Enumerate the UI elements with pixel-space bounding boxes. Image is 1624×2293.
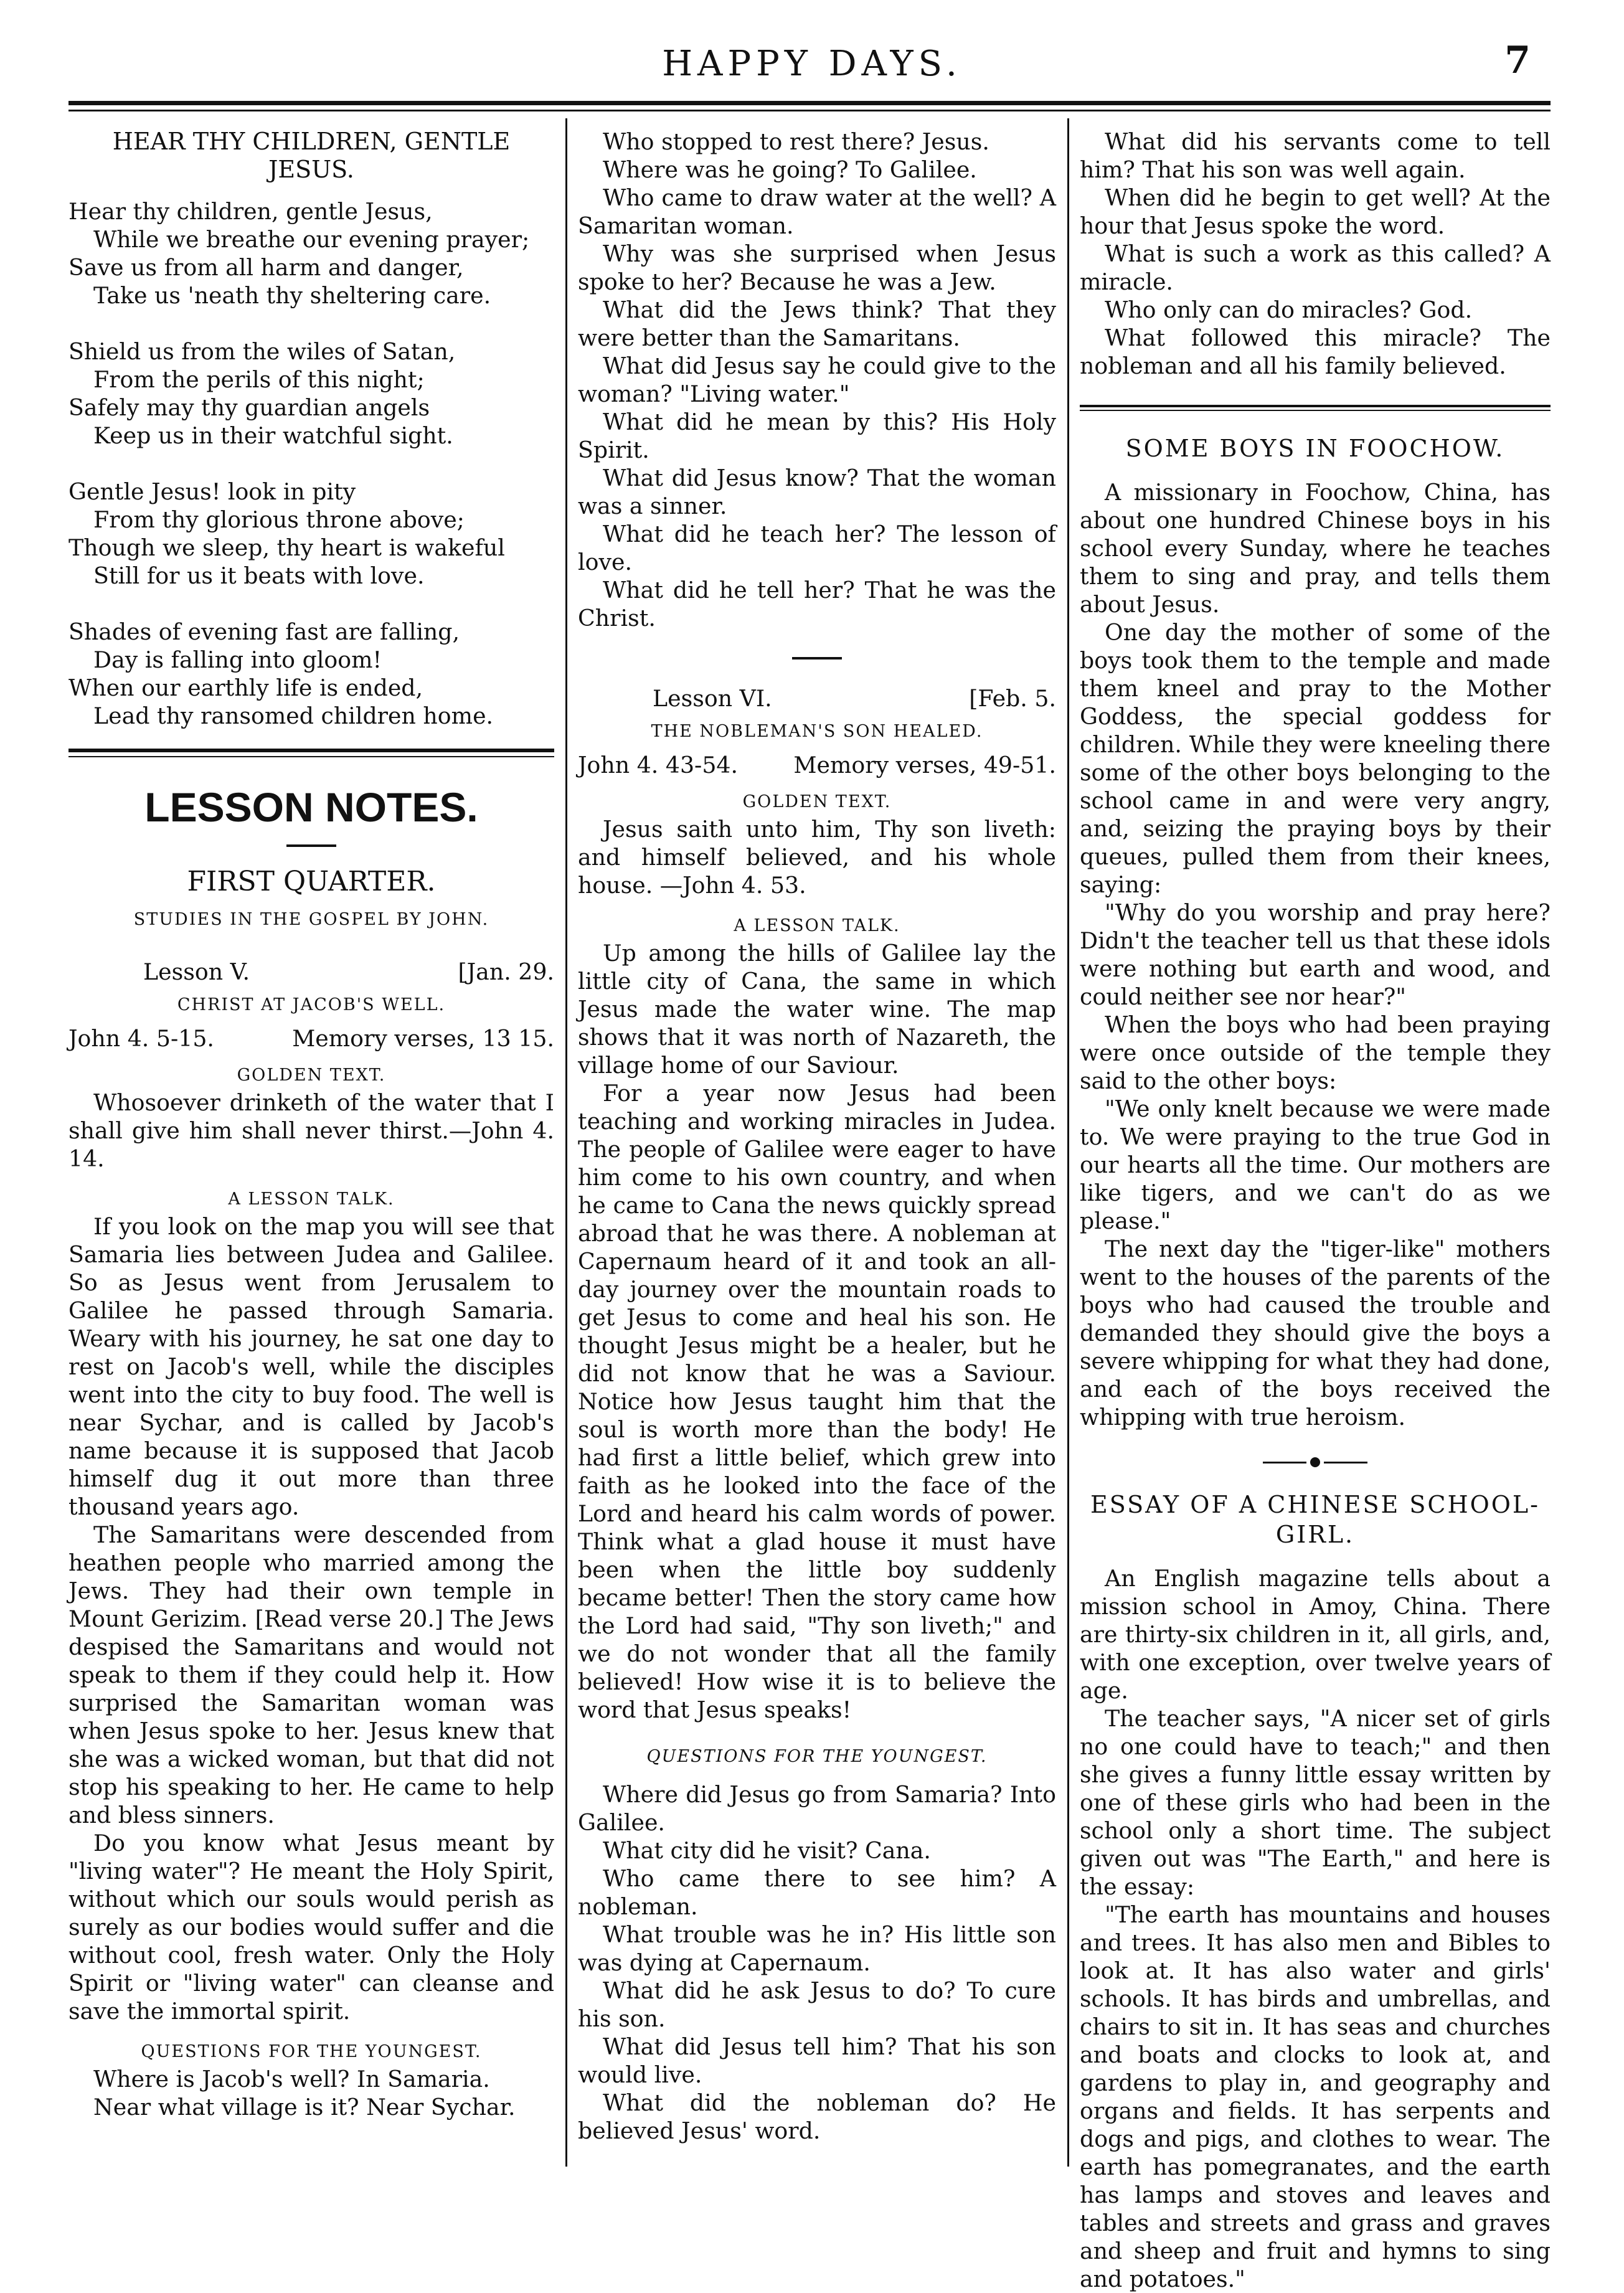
poem-line: While we breathe our evening prayer; (93, 226, 530, 253)
article-title: ESSAY OF A CHINESE SCHOOL-GIRL. (1090, 1491, 1540, 1548)
poem-line: Save us from all harm and danger, (68, 254, 464, 281)
column-divider-2 (1067, 118, 1069, 2167)
studies-heading: STUDIES IN THE GOSPEL BY JOHN. (133, 910, 489, 929)
section-rule (1080, 405, 1551, 407)
lesson-talk-paragraph: Up among the hills of Galilee lay the little city of Cana, the same in which Jesus made the water wine. The map shows that it was north of Nazareth, the village home of our Saviour. (578, 940, 1056, 1079)
poem-line: Shades of evening fast are falling, (68, 618, 460, 645)
section-rule-thin (68, 756, 554, 757)
poem-line: From thy glorious throne above; (93, 506, 465, 533)
poem-line: From the perils of this night; (93, 366, 425, 393)
quarter-heading: FIRST QUARTER. (187, 866, 436, 897)
page-number: 7 (1504, 39, 1531, 82)
poem-line: Though we sleep, thy heart is wakeful (68, 534, 505, 561)
question-answer: What city did he visit? Cana. (603, 1837, 931, 1864)
article-paragraph: An English magazine tells about a mission school in Amoy, China. There are thirty-six children in it, all girls, and, with one exception, over twelve years of age. (1080, 1565, 1551, 1704)
section-rule-thin (1080, 410, 1551, 411)
lesson-label: Lesson V. (143, 958, 250, 985)
article-paragraph: "We only knelt because we were made to. We were praying to the true God in our hearts all the time. Our mothers are like tigers, and we can't do as we please." (1080, 1095, 1551, 1234)
article-paragraph: A missionary in Foochow, China, has about one hundred Chinese boys in his school every Sunday, where he teaches them to sing and pray, and tells them about Jesus. (1080, 479, 1551, 618)
lesson-notes-heading: LESSON NOTES. (144, 784, 478, 830)
column-1 (68, 128, 554, 2121)
lesson-label: Lesson VI. (653, 685, 772, 712)
question-answer: Where did Jesus go from Samaria? Into Galilee. (578, 1781, 1056, 1836)
column-3 (1080, 128, 1551, 2293)
lesson-talk-paragraph: If you look on the map you will see that Samaria lies between Judea and Galilee. So as Jesus went from Jerusalem to Galilee he passed through Samaria. Weary with his journey, he sat one day to rest on Jacob's well, while the disciples went into the city to buy food. The well is near Sychar, and is called by Jacob's name because it is supposed that Jacob himself dug it out more than three thousand years ago. (68, 1213, 554, 1520)
lesson-title: THE NOBLEMAN'S SON HEALED. (651, 722, 983, 741)
column-divider-1 (565, 118, 567, 2167)
article-paragraph: One day the mother of some of the boys took them to the temple and made them kneel and pray to the Mother Goddess, the special goddess for children. While they were kneeling there some of the other boys belonging to the school came in and were very angry, and, seizing the praying boys by their queues, pulled them from their knees, saying: (1080, 619, 1551, 898)
question-answer: Who came there to see him? A nobleman. (578, 1865, 1056, 1920)
question-answer: Who only can do miracles? God. (1105, 296, 1473, 323)
golden-text: Whosoever drinketh of the water that I shall give him shall never thirst.—John 4. 14. (68, 1089, 554, 1172)
article-paragraph: "The earth has mountains and houses and trees. It has also men and Bibles to look at. It has also water and girls' schools. It has birds and umbrellas, and chairs to sit in. It has seas and churches and boats and clocks to look at, and gardens to play in, and geography and organs and fields. It has serpents and dogs and pigs, and clothes to wear. The earth has pomegranates, and the earth has lamps and stoves and leaves and tables and streets and grass and graves and sheep and fruit and hymns to sing and potatoes." (1080, 1901, 1551, 2292)
questions-heading: QUESTIONS FOR THE YOUNGEST. (646, 1747, 988, 1766)
question-answer: Near what village is it? Near Sychar. (93, 2094, 516, 2120)
poem-title: HEAR THY CHILDREN, GENTLE JESUS. (112, 128, 511, 183)
poem-stanza (68, 338, 554, 450)
question-answer: Why was she surprised when Jesus spoke to her? Because he was a Jew. (578, 240, 1056, 295)
question-answer: Where is Jacob's well? In Samaria. (93, 2066, 490, 2092)
article-paragraph: The next day the "tiger-like" mothers went to the houses of the parents of the boys who had caused the trouble and demanded they should give the boys a severe whipping for what they had done, and each of the boys received the whipping with true heroism. (1080, 1236, 1551, 1430)
poem-stanza (68, 197, 554, 310)
question-answer: What did Jesus know? That the woman was a sinner. (578, 465, 1056, 519)
question-answer: What followed this miracle? The nobleman and all his family believed. (1080, 324, 1551, 379)
lesson-header (68, 958, 554, 986)
header-rule-thick (68, 101, 1551, 105)
lesson-talk-heading: A LESSON TALK. (228, 1189, 395, 1209)
question-answer: Who stopped to rest there? Jesus. (603, 128, 989, 155)
poem-line: Hear thy children, gentle Jesus, (68, 198, 433, 225)
question-answer: Who came to draw water at the well? A Samaritan woman. (578, 184, 1056, 239)
question-answer: When did he begin to get well? At the hour that Jesus spoke the word. (1080, 184, 1551, 239)
poem-stanza (68, 478, 554, 590)
poem-line: When our earthly life is ended, (68, 674, 423, 701)
short-rule (286, 844, 336, 847)
question-answer: Where was he going? To Galilee. (603, 156, 977, 183)
lesson-header (578, 684, 1056, 712)
memory-verses: Memory verses, 49-51. (793, 752, 1056, 778)
page-header-title: HAPPY DAYS. (662, 44, 962, 84)
poem-line: Safely may thy guardian angels (68, 394, 430, 421)
question-answer: What is such a work as this called? A miracle. (1080, 240, 1551, 295)
poem-line: Still for us it beats with love. (93, 562, 425, 589)
ornament-divider (1080, 1452, 1551, 1471)
question-answer: What did he ask Jesus to do? To cure his son. (578, 1977, 1056, 2032)
article-paragraph: The teacher says, "A nicer set of girls no one could have to teach;" and then she gives a funny little essay written by one of these girls who had been in the school only a short time. The subject given out was "The Earth," and here is the essay: (1080, 1705, 1551, 1900)
lesson-talk-paragraph: For a year now Jesus had been teaching and working miracles in Judea. The people of Galilee were eager to have him come to his own country, and when he came to Cana the news quickly spread abroad that he was there. A nobleman at Capernaum heard of it and took an all-day journey over the mountain roads to get Jesus to come and heal his son. He thought Jesus might be a healer, but he did not know that he was a Saviour. Notice how Jesus taught him that the soul is worth more than the body! He had first a little belief, which grew into faith as he looked into the face of the Lord and heard his calm words of power. Think what a glad house it must have been when the little boy suddenly became better! Then the story came how the Lord had said, "Thy son liveth;" and we do not wonder that all the family believed! How wise it is to believe the word that Jesus speaks! (578, 1080, 1056, 1723)
lesson-talk-heading: A LESSON TALK. (734, 916, 900, 935)
golden-text: Jesus saith unto him, Thy son liveth: and himself believed, and his whole house. —John 4. 53. (578, 816, 1056, 899)
lesson-title: CHRIST AT JACOB'S WELL. (177, 995, 446, 1014)
scripture-reference (68, 1024, 554, 1052)
column-2 (578, 128, 1056, 2145)
question-answer: What did his servants come to tell him? That his son was well again. (1080, 128, 1551, 183)
poem-line: Lead thy ransomed children home. (93, 702, 494, 729)
question-answer: What did the nobleman do? He believed Jesus' word. (578, 2089, 1056, 2144)
section-rule (68, 749, 554, 752)
scripture-ref: John 4. 5-15. (68, 1025, 214, 1052)
question-answer: What did Jesus say he could give to the woman? "Living water." (578, 352, 1056, 407)
lesson-talk-paragraph: Do you know what Jesus meant by "living water"? He meant the Holy Spirit, without which our souls would perish as surely as our bodies would suffer and die without cool, fresh water. Only the Holy Spirit or "living water" can cleanse and save the immortal spirit. (68, 1830, 554, 2025)
poem-line: Gentle Jesus! look in pity (68, 478, 356, 505)
poem-line: Day is falling into gloom! (93, 646, 382, 673)
poem-line: Take us 'neath thy sheltering care. (93, 282, 491, 309)
question-answer: What did he teach her? The lesson of love. (578, 521, 1056, 575)
article-paragraph: "Why do you worship and pray here? Didn't the teacher tell us that these idols were nothing but earth and wood, and could neither see nor hear?" (1080, 899, 1551, 1010)
poem-line: Shield us from the wiles of Satan, (68, 338, 456, 365)
question-answer: What did he mean by this? His Holy Spirit. (578, 409, 1056, 463)
question-answer: What did Jesus tell him? That his son would live. (578, 2033, 1056, 2088)
article-paragraph: When the boys who had been praying were once outside of the temple they said to the other boys: (1080, 1011, 1551, 1094)
scripture-ref: John 4. 43-54. (578, 752, 739, 778)
lesson-date: [Feb. 5. (969, 685, 1056, 712)
question-answer: What did he tell her? That he was the Christ. (578, 577, 1056, 631)
poem-line: Keep us in their watchful sight. (93, 422, 453, 449)
header-rule-thin (68, 110, 1551, 111)
poem-stanza (68, 618, 554, 730)
short-rule (792, 657, 842, 660)
lesson-date: [Jan. 29. (458, 958, 554, 985)
golden-text-heading: GOLDEN TEXT. (237, 1066, 386, 1085)
golden-text-heading: GOLDEN TEXT. (742, 792, 892, 811)
questions-heading: QUESTIONS FOR THE YOUNGEST. (141, 2042, 482, 2061)
question-answer: What trouble was he in? His little son was dying at Capernaum. (578, 1921, 1056, 1976)
scripture-reference (578, 751, 1056, 779)
lesson-talk-paragraph: The Samaritans were descended from heathen people who married among the Jews. They had their own temple in Mount Gerizim. [Read verse 20.] The Jews despised the Samaritans and would not speak to them if they could help it. How surprised the Samaritan woman was when Jesus spoke to her. Jesus knew that she was a wicked woman, but that did not stop his speaking to her. He came to help and bless sinners. (68, 1521, 554, 1828)
article-title: SOME BOYS IN FOOCHOW. (1125, 435, 1505, 462)
question-answer: What did the Jews think? That they were better than the Samaritans. (578, 296, 1056, 351)
memory-verses: Memory verses, 13 15. (292, 1025, 554, 1052)
